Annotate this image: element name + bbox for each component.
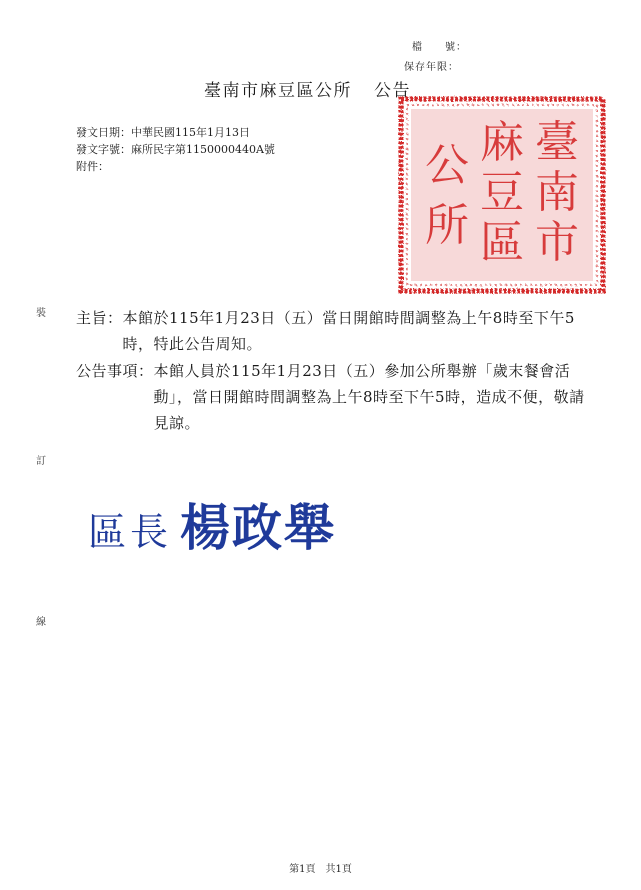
seal-char-7: 公 bbox=[425, 140, 469, 191]
document-type: 公告 bbox=[374, 81, 411, 101]
signatory-title: 區長 bbox=[88, 510, 173, 554]
subject-text: 本館於115年1月23日（五）當日開館時間調整為上午8時至下午5時，特此公告周知。 bbox=[122, 309, 575, 353]
seal-char-3: 市 bbox=[535, 217, 579, 268]
seal-char-2: 南 bbox=[535, 167, 579, 218]
seal-char-5: 豆 bbox=[480, 167, 524, 218]
seal-char-4: 麻 bbox=[480, 117, 524, 168]
seal-char-6: 區 bbox=[480, 217, 524, 268]
reference-number: 發文字號：麻所民字第1150000440A號 bbox=[76, 143, 275, 156]
file-number-label: 檔 號： bbox=[412, 42, 467, 53]
page-footer bbox=[0, 860, 641, 875]
signature-stamp bbox=[88, 488, 336, 560]
page-number: 第1頁 bbox=[289, 864, 316, 875]
binding-mark-1: 裝 bbox=[36, 308, 46, 319]
page-total: 共1頁 bbox=[325, 864, 352, 875]
document-title bbox=[204, 76, 411, 101]
subject-section bbox=[76, 305, 596, 357]
notice-section bbox=[76, 358, 596, 436]
attachments: 附件： bbox=[76, 160, 109, 173]
seal-char-1: 臺 bbox=[535, 117, 579, 168]
notice-text: 本館人員於115年1月23日（五）參加公所舉辦「歲末餐會活動」，當日開館時間調整為上午8時至下午5時，造成不便，敬請見諒。 bbox=[153, 362, 585, 432]
signatory-name: 楊政舉 bbox=[180, 498, 337, 557]
retention-period-label: 保存年限： bbox=[404, 62, 459, 73]
binding-mark-2: 訂 bbox=[36, 456, 46, 467]
official-seal bbox=[397, 95, 607, 295]
seal-char-8: 所 bbox=[425, 200, 469, 251]
subject-label: 主旨： bbox=[76, 309, 123, 327]
agency-name: 臺南市麻豆區公所 bbox=[204, 81, 352, 101]
issue-date: 發文日期：中華民國115年1月13日 bbox=[76, 126, 250, 139]
notice-label: 公告事項： bbox=[76, 362, 154, 380]
binding-mark-3: 線 bbox=[36, 617, 46, 628]
